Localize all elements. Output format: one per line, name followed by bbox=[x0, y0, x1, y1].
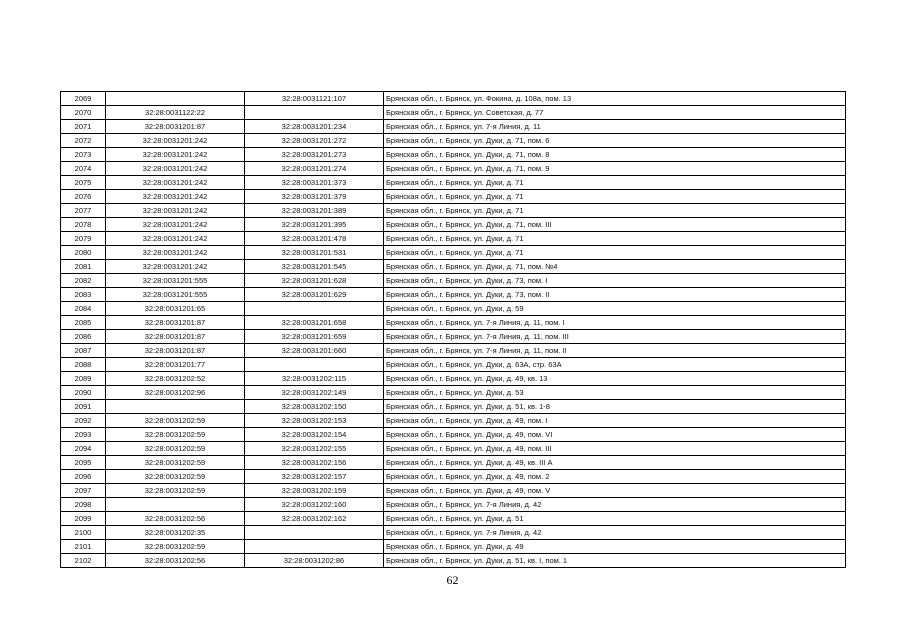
table-row bbox=[61, 288, 846, 302]
parcel-number-cell: 32:28:0031201:242 bbox=[106, 162, 245, 176]
object-number-cell: 32:28:0031201:545 bbox=[245, 260, 384, 274]
object-number-cell: 32:28:0031201:478 bbox=[245, 232, 384, 246]
parcel-number-cell: 32:28:0031201:242 bbox=[106, 260, 245, 274]
address-cell: Брянская обл., г. Брянск, ул. Дуки, д. 53 bbox=[384, 386, 846, 400]
address-cell: Брянская обл., г. Брянск, ул. Дуки, д. 51, кв. 1-8 bbox=[384, 400, 846, 414]
table-row bbox=[61, 246, 846, 260]
row-number-cell: 2086 bbox=[61, 330, 106, 344]
table-row bbox=[61, 316, 846, 330]
address-cell: Брянская обл., г. Брянск, ул. 7-я Линия, д. 42 bbox=[384, 498, 846, 512]
object-number-cell: 32:28:0031202:150 bbox=[245, 400, 384, 414]
object-number-cell: 32:28:0031202:157 bbox=[245, 470, 384, 484]
row-number-cell: 2091 bbox=[61, 400, 106, 414]
row-number-cell: 2096 bbox=[61, 470, 106, 484]
table-row bbox=[61, 442, 846, 456]
parcel-number-cell: 32:28:0031201:242 bbox=[106, 148, 245, 162]
table-row bbox=[61, 134, 846, 148]
object-number-cell: 32:28:0031201:389 bbox=[245, 204, 384, 218]
table-row bbox=[61, 232, 846, 246]
row-number-cell: 2101 bbox=[61, 540, 106, 554]
parcel-number-cell: 32:28:0031201:65 bbox=[106, 302, 245, 316]
address-cell: Брянская обл., г. Брянск, ул. 7-я Линия, д. 11, пом. III bbox=[384, 330, 846, 344]
parcel-number-cell: 32:28:0031202:56 bbox=[106, 512, 245, 526]
object-number-cell: 32:28:0031201:272 bbox=[245, 134, 384, 148]
object-number-cell: 32:28:0031201:531 bbox=[245, 246, 384, 260]
address-cell: Брянская обл., г. Брянск, ул. Дуки, д. 49, пом. V bbox=[384, 484, 846, 498]
row-number-cell: 2077 bbox=[61, 204, 106, 218]
parcel-number-cell: 32:28:0031202:59 bbox=[106, 470, 245, 484]
object-number-cell: 32:28:0031202:155 bbox=[245, 442, 384, 456]
address-cell: Брянская обл., г. Брянск, ул. 7-я Линия, д. 42 bbox=[384, 526, 846, 540]
parcel-number-cell: 32:28:0031201:242 bbox=[106, 204, 245, 218]
table-row bbox=[61, 302, 846, 316]
parcel-number-cell: 32:28:0031202:59 bbox=[106, 456, 245, 470]
object-number-cell: 32:28:0031121:107 bbox=[245, 92, 384, 106]
parcel-number-cell: 32:28:0031201:242 bbox=[106, 232, 245, 246]
object-number-cell: 32:28:0031201:274 bbox=[245, 162, 384, 176]
address-cell: Брянская обл., г. Брянск, ул. Дуки, д. 73, пом. I bbox=[384, 274, 846, 288]
row-number-cell: 2079 bbox=[61, 232, 106, 246]
parcel-number-cell: 32:28:0031201:555 bbox=[106, 288, 245, 302]
table-row bbox=[61, 358, 846, 372]
address-cell: Брянская обл., г. Брянск, ул. Дуки, д. 51, кв. I, пом. 1 bbox=[384, 554, 846, 568]
table-row bbox=[61, 498, 846, 512]
row-number-cell: 2073 bbox=[61, 148, 106, 162]
address-cell: Брянская обл., г. Брянск, ул. Фокина, д. 108а, пом. 13 bbox=[384, 92, 846, 106]
table-row bbox=[61, 260, 846, 274]
row-number-cell: 2102 bbox=[61, 554, 106, 568]
parcel-number-cell bbox=[106, 400, 245, 414]
object-number-cell bbox=[245, 106, 384, 120]
table-row bbox=[61, 330, 846, 344]
parcel-number-cell bbox=[106, 92, 245, 106]
address-cell: Брянская обл., г. Брянск, ул. Дуки, д. 73, пом. II bbox=[384, 288, 846, 302]
address-cell: Брянская обл., г. Брянск, ул. Дуки, д. 71 bbox=[384, 232, 846, 246]
parcel-number-cell: 32:28:0031201:77 bbox=[106, 358, 245, 372]
object-number-cell: 32:28:0031202:153 bbox=[245, 414, 384, 428]
row-number-cell: 2085 bbox=[61, 316, 106, 330]
table-row bbox=[61, 386, 846, 400]
address-cell: Брянская обл., г. Брянск, ул. Дуки, д. 51 bbox=[384, 512, 846, 526]
table-row bbox=[61, 120, 846, 134]
address-cell: Брянская обл., г. Брянск, ул. Дуки, д. 49, пом. VI bbox=[384, 428, 846, 442]
row-number-cell: 2087 bbox=[61, 344, 106, 358]
table-body bbox=[61, 92, 846, 568]
row-number-cell: 2092 bbox=[61, 414, 106, 428]
parcel-number-cell: 32:28:0031201:242 bbox=[106, 190, 245, 204]
row-number-cell: 2076 bbox=[61, 190, 106, 204]
parcel-number-cell: 32:28:0031202:96 bbox=[106, 386, 245, 400]
object-number-cell: 32:28:0031201:273 bbox=[245, 148, 384, 162]
row-number-cell: 2078 bbox=[61, 218, 106, 232]
table-row bbox=[61, 526, 846, 540]
parcel-number-cell: 32:28:0031122:22 bbox=[106, 106, 245, 120]
object-number-cell: 32:28:0031201:395 bbox=[245, 218, 384, 232]
parcel-number-cell: 32:28:0031201:242 bbox=[106, 218, 245, 232]
table-row bbox=[61, 176, 846, 190]
parcel-number-cell: 32:28:0031201:87 bbox=[106, 316, 245, 330]
object-number-cell: 32:28:0031202:154 bbox=[245, 428, 384, 442]
object-number-cell: 32:28:0031201:379 bbox=[245, 190, 384, 204]
parcel-number-cell: 32:28:0031201:555 bbox=[106, 274, 245, 288]
row-number-cell: 2093 bbox=[61, 428, 106, 442]
table-row bbox=[61, 414, 846, 428]
table-row bbox=[61, 512, 846, 526]
row-number-cell: 2090 bbox=[61, 386, 106, 400]
object-number-cell: 32:28:0031202:162 bbox=[245, 512, 384, 526]
object-number-cell: 32:28:0031202:159 bbox=[245, 484, 384, 498]
parcel-number-cell: 32:28:0031202:59 bbox=[106, 484, 245, 498]
address-cell: Брянская обл., г. Брянск, ул. Дуки, д. 59 bbox=[384, 302, 846, 316]
address-cell: Брянская обл., г. Брянск, ул. Дуки, д. 71 bbox=[384, 246, 846, 260]
parcel-number-cell: 32:28:0031202:59 bbox=[106, 414, 245, 428]
address-cell: Брянская обл., г. Брянск, ул. Дуки, д. 71, пом. III bbox=[384, 218, 846, 232]
object-number-cell: 32:28:0031202:160 bbox=[245, 498, 384, 512]
table-row bbox=[61, 400, 846, 414]
table-row bbox=[61, 274, 846, 288]
object-number-cell: 32:28:0031201:373 bbox=[245, 176, 384, 190]
parcel-number-cell: 32:28:0031201:242 bbox=[106, 134, 245, 148]
object-number-cell: 32:28:0031202:149 bbox=[245, 386, 384, 400]
object-number-cell: 32:28:0031201:628 bbox=[245, 274, 384, 288]
address-cell: Брянская обл., г. Брянск, ул. Дуки, д. 71, пом. №4 bbox=[384, 260, 846, 274]
address-cell: Брянская обл., г. Брянск, ул. Дуки, д. 71 bbox=[384, 176, 846, 190]
table-row bbox=[61, 92, 846, 106]
address-cell: Брянская обл., г. Брянск, ул. Дуки, д. 49, кв. 13 bbox=[384, 372, 846, 386]
parcel-number-cell: 32:28:0031202:35 bbox=[106, 526, 245, 540]
object-number-cell bbox=[245, 302, 384, 316]
address-cell: Брянская обл., г. Брянск, ул. 7-я Линия, д. 11, пом. I bbox=[384, 316, 846, 330]
object-number-cell: 32:28:0031201:234 bbox=[245, 120, 384, 134]
object-number-cell: 32:28:0031201:629 bbox=[245, 288, 384, 302]
table-row bbox=[61, 372, 846, 386]
parcel-number-cell bbox=[106, 498, 245, 512]
row-number-cell: 2095 bbox=[61, 456, 106, 470]
address-cell: Брянская обл., г. Брянск, ул. Дуки, д. 71, пом. 6 bbox=[384, 134, 846, 148]
address-cell: Брянская обл., г. Брянск, ул. Дуки, д. 71, пом. 9 bbox=[384, 162, 846, 176]
parcel-number-cell: 32:28:0031202:59 bbox=[106, 442, 245, 456]
row-number-cell: 2075 bbox=[61, 176, 106, 190]
object-number-cell: 32:28:0031202:115 bbox=[245, 372, 384, 386]
table-row bbox=[61, 106, 846, 120]
address-cell: Брянская обл., г. Брянск, ул. Дуки, д. 49, кв. III А bbox=[384, 456, 846, 470]
row-number-cell: 2088 bbox=[61, 358, 106, 372]
object-number-cell: 32:28:0031202:156 bbox=[245, 456, 384, 470]
address-cell: Брянская обл., г. Брянск, ул. 7-я Линия, д. 11 bbox=[384, 120, 846, 134]
parcel-number-cell: 32:28:0031202:59 bbox=[106, 540, 245, 554]
row-number-cell: 2094 bbox=[61, 442, 106, 456]
address-cell: Брянская обл., г. Брянск, ул. Дуки, д. 63А, стр. 63А bbox=[384, 358, 846, 372]
address-cell: Брянская обл., г. Брянск, ул. Дуки, д. 49, пом. 2 bbox=[384, 470, 846, 484]
parcel-number-cell: 32:28:0031202:56 bbox=[106, 554, 245, 568]
parcel-number-cell: 32:28:0031201:87 bbox=[106, 330, 245, 344]
object-number-cell: 32:28:0031201:660 bbox=[245, 344, 384, 358]
parcel-number-cell: 32:28:0031201:242 bbox=[106, 176, 245, 190]
table-row bbox=[61, 162, 846, 176]
page-number: 62 bbox=[446, 573, 459, 587]
table-row bbox=[61, 190, 846, 204]
row-number-cell: 2069 bbox=[61, 92, 106, 106]
table-row bbox=[61, 484, 846, 498]
object-number-cell bbox=[245, 358, 384, 372]
address-cell: Брянская обл., г. Брянск, ул. 7-я Линия, д. 11, пом. II bbox=[384, 344, 846, 358]
row-number-cell: 2081 bbox=[61, 260, 106, 274]
row-number-cell: 2083 bbox=[61, 288, 106, 302]
address-cell: Брянская обл., г. Брянск, ул. Дуки, д. 71 bbox=[384, 204, 846, 218]
row-number-cell: 2080 bbox=[61, 246, 106, 260]
table-row bbox=[61, 456, 846, 470]
table-row bbox=[61, 428, 846, 442]
table-row bbox=[61, 204, 846, 218]
object-number-cell: 32:28:0031201:659 bbox=[245, 330, 384, 344]
table-row bbox=[61, 218, 846, 232]
address-cell: Брянская обл., г. Брянск, ул. Дуки, д. 49, пом. I bbox=[384, 414, 846, 428]
address-cell: Брянская обл., г. Брянск, ул. Дуки, д. 49, пом. III bbox=[384, 442, 846, 456]
row-number-cell: 2098 bbox=[61, 498, 106, 512]
object-number-cell: 32:28:0031202:86 bbox=[245, 554, 384, 568]
row-number-cell: 2082 bbox=[61, 274, 106, 288]
parcel-number-cell: 32:28:0031201:87 bbox=[106, 344, 245, 358]
row-number-cell: 2070 bbox=[61, 106, 106, 120]
cadastral-table bbox=[60, 91, 846, 568]
table-row bbox=[61, 540, 846, 554]
address-cell: Брянская обл., г. Брянск, ул. Дуки, д. 71 bbox=[384, 190, 846, 204]
parcel-number-cell: 32:28:0031201:87 bbox=[106, 120, 245, 134]
row-number-cell: 2084 bbox=[61, 302, 106, 316]
row-number-cell: 2071 bbox=[61, 120, 106, 134]
table-row bbox=[61, 554, 846, 568]
row-number-cell: 2097 bbox=[61, 484, 106, 498]
object-number-cell bbox=[245, 526, 384, 540]
parcel-number-cell: 32:28:0031201:242 bbox=[106, 246, 245, 260]
address-cell: Брянская обл., г. Брянск, ул. Дуки, д. 71, пом. 8 bbox=[384, 148, 846, 162]
row-number-cell: 2072 bbox=[61, 134, 106, 148]
address-cell: Брянская обл., г. Брянск, ул. Дуки, д. 49 bbox=[384, 540, 846, 554]
parcel-number-cell: 32:28:0031202:52 bbox=[106, 372, 245, 386]
table-row bbox=[61, 470, 846, 484]
row-number-cell: 2074 bbox=[61, 162, 106, 176]
object-number-cell: 32:28:0031201:658 bbox=[245, 316, 384, 330]
row-number-cell: 2100 bbox=[61, 526, 106, 540]
row-number-cell: 2099 bbox=[61, 512, 106, 526]
table-row bbox=[61, 148, 846, 162]
object-number-cell bbox=[245, 540, 384, 554]
address-cell: Брянская обл., г. Брянск, ул. Советская, д. 77 bbox=[384, 106, 846, 120]
parcel-number-cell: 32:28:0031202:59 bbox=[106, 428, 245, 442]
table-row bbox=[61, 344, 846, 358]
row-number-cell: 2089 bbox=[61, 372, 106, 386]
